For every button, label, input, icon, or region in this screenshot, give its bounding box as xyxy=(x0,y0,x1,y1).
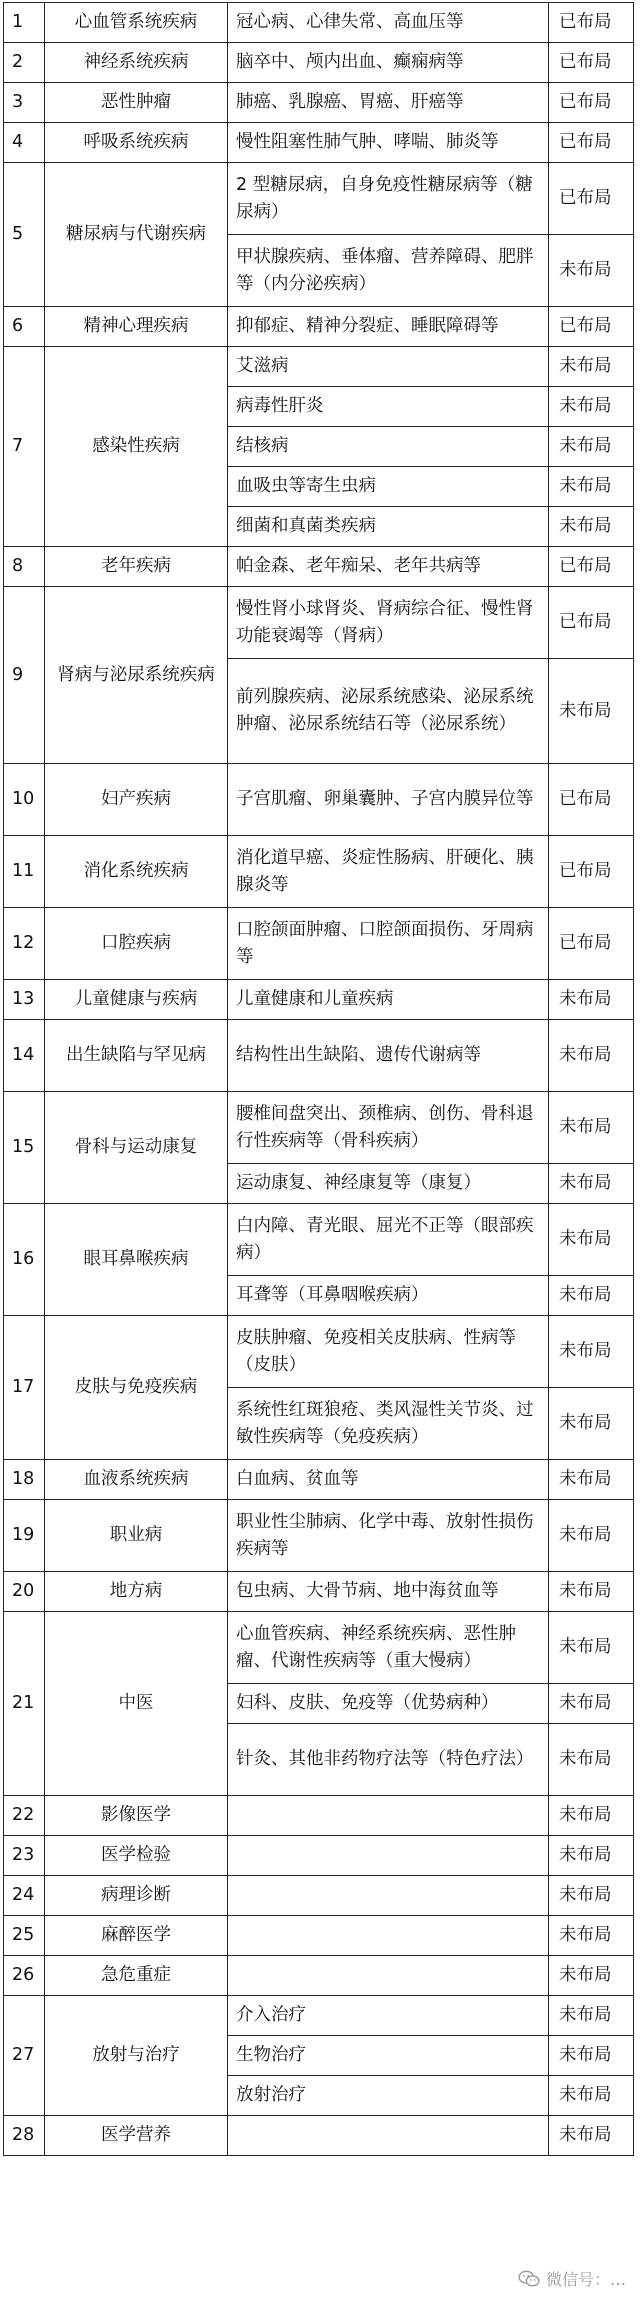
status-cell: 未布局 xyxy=(549,1956,634,1996)
row-number: 22 xyxy=(4,1796,45,1836)
table-row xyxy=(4,83,634,123)
disease-description: 针灸、其他非药物疗法等（特色疗法） xyxy=(228,1724,549,1796)
row-number: 7 xyxy=(4,347,45,547)
table-row xyxy=(4,3,634,43)
table-row xyxy=(4,587,634,659)
status-cell: 未布局 xyxy=(549,1500,634,1572)
row-number: 15 xyxy=(4,1092,45,1204)
disease-description xyxy=(228,1836,549,1876)
disease-description: 妇科、皮肤、免疫等（优势病种） xyxy=(228,1684,549,1724)
disease-description: 包虫病、大骨节病、地中海贫血等 xyxy=(228,1572,549,1612)
status-cell: 未布局 xyxy=(549,1724,634,1796)
table-row xyxy=(4,1996,634,2036)
status-cell: 已布局 xyxy=(549,587,634,659)
category-cell: 感染性疾病 xyxy=(45,347,228,547)
category-cell: 医学检验 xyxy=(45,1836,228,1876)
category-cell: 精神心理疾病 xyxy=(45,307,228,347)
disease-description: 生物治疗 xyxy=(228,2036,549,2076)
category-cell: 老年疾病 xyxy=(45,547,228,587)
category-cell: 影像医学 xyxy=(45,1796,228,1836)
status-cell: 已布局 xyxy=(549,836,634,908)
disease-description xyxy=(228,1916,549,1956)
row-number: 1 xyxy=(4,3,45,43)
status-cell: 未布局 xyxy=(549,2036,634,2076)
row-number: 24 xyxy=(4,1876,45,1916)
watermark xyxy=(514,2265,630,2292)
disease-description: 血吸虫等寄生虫病 xyxy=(228,467,549,507)
disease-description: 前列腺疾病、泌尿系统感染、泌尿系统肿瘤、泌尿系统结石等（泌尿系统） xyxy=(228,659,549,764)
disease-description: 职业性尘肺病、化学中毒、放射性损伤疾病等 xyxy=(228,1500,549,1572)
disease-description: 介入治疗 xyxy=(228,1996,549,2036)
table-row xyxy=(4,836,634,908)
row-number: 2 xyxy=(4,43,45,83)
watermark-text: 微信号：… xyxy=(545,2270,626,2289)
status-cell: 未布局 xyxy=(549,1684,634,1724)
status-cell: 已布局 xyxy=(549,908,634,980)
category-cell: 职业病 xyxy=(45,1500,228,1572)
row-number: 18 xyxy=(4,1460,45,1500)
wechat-icon xyxy=(518,2270,540,2288)
status-cell: 未布局 xyxy=(549,387,634,427)
status-cell: 未布局 xyxy=(549,347,634,387)
category-cell: 糖尿病与代谢疾病 xyxy=(45,163,228,307)
status-cell: 未布局 xyxy=(549,1796,634,1836)
disease-description: 冠心病、心律失常、高血压等 xyxy=(228,3,549,43)
row-number: 19 xyxy=(4,1500,45,1572)
status-cell: 已布局 xyxy=(549,43,634,83)
row-number: 3 xyxy=(4,83,45,123)
row-number: 26 xyxy=(4,1956,45,1996)
row-number: 8 xyxy=(4,547,45,587)
table-row xyxy=(4,1204,634,1276)
row-number: 28 xyxy=(4,2116,45,2156)
table-row xyxy=(4,547,634,587)
row-number: 5 xyxy=(4,163,45,307)
disease-description: 艾滋病 xyxy=(228,347,549,387)
status-cell: 未布局 xyxy=(549,1204,634,1276)
disease-description: 皮肤肿瘤、免疫相关皮肤病、性病等（皮肤） xyxy=(228,1316,549,1388)
row-number: 13 xyxy=(4,980,45,1020)
disease-description: 白内障、青光眼、屈光不正等（眼部疾病） xyxy=(228,1204,549,1276)
table-row xyxy=(4,347,634,387)
category-cell: 血液系统疾病 xyxy=(45,1460,228,1500)
disease-description: 慢性阻塞性肺气肿、哮喘、肺炎等 xyxy=(228,123,549,163)
disease-description: 口腔颌面肿瘤、口腔颌面损伤、牙周病等 xyxy=(228,908,549,980)
status-cell: 已布局 xyxy=(549,3,634,43)
category-cell: 恶性肿瘤 xyxy=(45,83,228,123)
status-cell: 未布局 xyxy=(549,2076,634,2116)
table-row xyxy=(4,123,634,163)
status-cell: 未布局 xyxy=(549,1164,634,1204)
row-number: 12 xyxy=(4,908,45,980)
disease-description: 心血管疾病、神经系统疾病、恶性肿瘤、代谢性疾病等（重大慢病） xyxy=(228,1612,549,1684)
disease-description: 抑郁症、精神分裂症、睡眠障碍等 xyxy=(228,307,549,347)
disease-description: 白血病、贫血等 xyxy=(228,1460,549,1500)
category-cell: 出生缺陷与罕见病 xyxy=(45,1020,228,1092)
disease-description: 病毒性肝炎 xyxy=(228,387,549,427)
table-row xyxy=(4,1916,634,1956)
status-cell: 未布局 xyxy=(549,1612,634,1684)
status-cell: 未布局 xyxy=(549,1092,634,1164)
status-cell: 未布局 xyxy=(549,467,634,507)
row-number: 23 xyxy=(4,1836,45,1876)
disease-description: 细菌和真菌类疾病 xyxy=(228,507,549,547)
disease-description: 脑卒中、颅内出血、癫痫病等 xyxy=(228,43,549,83)
table-row xyxy=(4,307,634,347)
category-cell: 消化系统疾病 xyxy=(45,836,228,908)
table-row xyxy=(4,1092,634,1164)
table-row xyxy=(4,1796,634,1836)
status-cell: 未布局 xyxy=(549,980,634,1020)
category-cell: 急危重症 xyxy=(45,1956,228,1996)
disease-description: 腰椎间盘突出、颈椎病、创伤、骨科退行性疾病等（骨科疾病） xyxy=(228,1092,549,1164)
disease-description: 帕金森、老年痴呆、老年共病等 xyxy=(228,547,549,587)
status-cell: 未布局 xyxy=(549,1020,634,1092)
disease-description xyxy=(228,2116,549,2156)
status-cell: 未布局 xyxy=(549,235,634,307)
status-cell: 未布局 xyxy=(549,1388,634,1460)
category-cell: 心血管系统疾病 xyxy=(45,3,228,43)
status-cell: 未布局 xyxy=(549,1316,634,1388)
row-number: 25 xyxy=(4,1916,45,1956)
status-cell: 已布局 xyxy=(549,163,634,235)
table-row xyxy=(4,2116,634,2156)
category-cell: 放射与治疗 xyxy=(45,1996,228,2116)
category-cell: 眼耳鼻喉疾病 xyxy=(45,1204,228,1316)
disease-table xyxy=(3,2,634,2156)
disease-description: 耳聋等（耳鼻咽喉疾病） xyxy=(228,1276,549,1316)
row-number: 6 xyxy=(4,307,45,347)
disease-description: 肺癌、乳腺癌、胃癌、肝癌等 xyxy=(228,83,549,123)
status-cell: 已布局 xyxy=(549,764,634,836)
table-row xyxy=(4,980,634,1020)
status-cell: 未布局 xyxy=(549,1836,634,1876)
disease-description xyxy=(228,1876,549,1916)
status-cell: 未布局 xyxy=(549,507,634,547)
table-row xyxy=(4,1956,634,1996)
table-row xyxy=(4,908,634,980)
category-cell: 地方病 xyxy=(45,1572,228,1612)
status-cell: 已布局 xyxy=(549,123,634,163)
category-cell: 中医 xyxy=(45,1612,228,1796)
disease-description: 甲状腺疾病、垂体瘤、营养障碍、肥胖等（内分泌疾病） xyxy=(228,235,549,307)
status-cell: 未布局 xyxy=(549,1572,634,1612)
table-row xyxy=(4,764,634,836)
status-cell: 未布局 xyxy=(549,1276,634,1316)
row-number: 17 xyxy=(4,1316,45,1460)
disease-description: 慢性肾小球肾炎、肾病综合征、慢性肾功能衰竭等（肾病） xyxy=(228,587,549,659)
status-cell: 已布局 xyxy=(549,547,634,587)
table-row xyxy=(4,1316,634,1388)
status-cell: 已布局 xyxy=(549,83,634,123)
row-number: 20 xyxy=(4,1572,45,1612)
category-cell: 妇产疾病 xyxy=(45,764,228,836)
row-number: 16 xyxy=(4,1204,45,1316)
disease-description: 结核病 xyxy=(228,427,549,467)
category-cell: 儿童健康与疾病 xyxy=(45,980,228,1020)
disease-description: 儿童健康和儿童疾病 xyxy=(228,980,549,1020)
category-cell: 呼吸系统疾病 xyxy=(45,123,228,163)
table-row xyxy=(4,1836,634,1876)
table-row xyxy=(4,1612,634,1684)
disease-description xyxy=(228,1956,549,1996)
category-cell: 神经系统疾病 xyxy=(45,43,228,83)
table-row xyxy=(4,1572,634,1612)
category-cell: 麻醉医学 xyxy=(45,1916,228,1956)
category-cell: 肾病与泌尿系统疾病 xyxy=(45,587,228,764)
table-row xyxy=(4,163,634,235)
disease-description: 子宫肌瘤、卵巢囊肿、子宫内膜异位等 xyxy=(228,764,549,836)
category-cell: 口腔疾病 xyxy=(45,908,228,980)
disease-description: 运动康复、神经康复等（康复） xyxy=(228,1164,549,1204)
category-cell: 骨科与运动康复 xyxy=(45,1092,228,1204)
status-cell: 未布局 xyxy=(549,2116,634,2156)
category-cell: 医学营养 xyxy=(45,2116,228,2156)
disease-description: 结构性出生缺陷、遗传代谢病等 xyxy=(228,1020,549,1092)
category-cell: 皮肤与免疫疾病 xyxy=(45,1316,228,1460)
disease-description xyxy=(228,1796,549,1836)
table-row xyxy=(4,1500,634,1572)
row-number: 10 xyxy=(4,764,45,836)
status-cell: 未布局 xyxy=(549,659,634,764)
disease-description: 系统性红斑狼疮、类风湿性关节炎、过敏性疾病等（免疫疾病） xyxy=(228,1388,549,1460)
status-cell: 未布局 xyxy=(549,1996,634,2036)
disease-description: 放射治疗 xyxy=(228,2076,549,2116)
status-cell: 未布局 xyxy=(549,427,634,467)
row-number: 27 xyxy=(4,1996,45,2116)
row-number: 21 xyxy=(4,1612,45,1796)
table-row xyxy=(4,1020,634,1092)
disease-description: 消化道早癌、炎症性肠病、肝硬化、胰腺炎等 xyxy=(228,836,549,908)
row-number: 9 xyxy=(4,587,45,764)
table-row xyxy=(4,43,634,83)
status-cell: 已布局 xyxy=(549,307,634,347)
row-number: 14 xyxy=(4,1020,45,1092)
category-cell: 病理诊断 xyxy=(45,1876,228,1916)
row-number: 4 xyxy=(4,123,45,163)
table-row xyxy=(4,1460,634,1500)
row-number: 11 xyxy=(4,836,45,908)
table-row xyxy=(4,1876,634,1916)
status-cell: 未布局 xyxy=(549,1460,634,1500)
status-cell: 未布局 xyxy=(549,1876,634,1916)
disease-description: 2 型糖尿病，自身免疫性糖尿病等（糖尿病） xyxy=(228,163,549,235)
status-cell: 未布局 xyxy=(549,1916,634,1956)
